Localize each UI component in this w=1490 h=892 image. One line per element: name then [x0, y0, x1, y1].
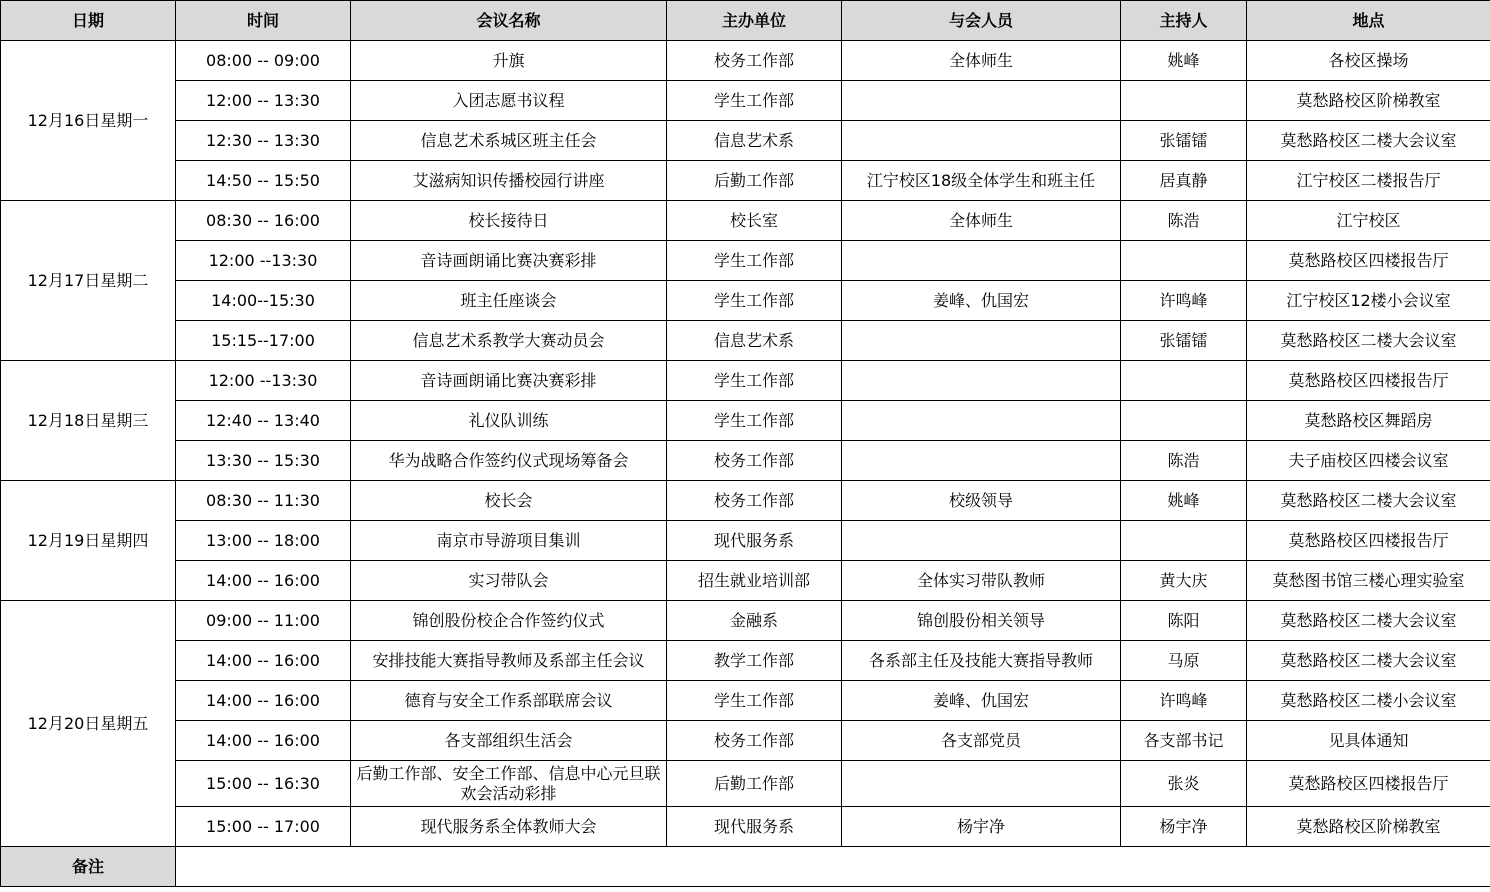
date-cell: 12月17日星期二 [1, 201, 176, 361]
time-cell: 15:15--17:00 [176, 321, 351, 361]
host-cell [1121, 81, 1247, 121]
time-cell: 15:00 -- 16:30 [176, 761, 351, 807]
attendees-cell: 杨宇净 [842, 807, 1121, 847]
organizer-cell: 学生工作部 [667, 401, 842, 441]
meeting-name-cell: 实习带队会 [351, 561, 667, 601]
location-cell: 江宁校区12楼小会议室 [1247, 281, 1490, 321]
location-cell: 见具体通知 [1247, 721, 1490, 761]
host-cell: 张镭镭 [1121, 121, 1247, 161]
notes-label: 备注 [1, 847, 176, 887]
header-organizer: 主办单位 [667, 1, 842, 41]
time-cell: 14:00--15:30 [176, 281, 351, 321]
time-cell: 15:00 -- 17:00 [176, 807, 351, 847]
date-cell: 12月20日星期五 [1, 601, 176, 847]
organizer-cell: 教学工作部 [667, 641, 842, 681]
table-row [1, 161, 1490, 201]
meeting-name-cell: 后勤工作部、安全工作部、信息中心元旦联欢会活动彩排 [351, 761, 667, 807]
host-cell [1121, 241, 1247, 281]
header-meeting-name: 会议名称 [351, 1, 667, 41]
organizer-cell: 学生工作部 [667, 81, 842, 121]
location-cell: 莫愁路校区二楼大会议室 [1247, 321, 1490, 361]
table-row [1, 201, 1490, 241]
organizer-cell: 校务工作部 [667, 481, 842, 521]
location-cell: 莫愁路校区阶梯教室 [1247, 807, 1490, 847]
host-cell: 黄大庆 [1121, 561, 1247, 601]
location-cell: 莫愁路校区四楼报告厅 [1247, 361, 1490, 401]
attendees-cell: 各支部党员 [842, 721, 1121, 761]
location-cell: 莫愁路校区二楼大会议室 [1247, 481, 1490, 521]
time-cell: 14:00 -- 16:00 [176, 561, 351, 601]
table-row [1, 41, 1490, 81]
meeting-name-cell: 信息艺术系教学大赛动员会 [351, 321, 667, 361]
location-cell: 莫愁路校区二楼小会议室 [1247, 681, 1490, 721]
time-cell: 13:30 -- 15:30 [176, 441, 351, 481]
organizer-cell: 信息艺术系 [667, 321, 842, 361]
time-cell: 12:00 --13:30 [176, 241, 351, 281]
location-cell: 夫子庙校区四楼会议室 [1247, 441, 1490, 481]
attendees-cell: 锦创股份相关领导 [842, 601, 1121, 641]
attendees-cell [842, 241, 1121, 281]
location-cell: 莫愁路校区四楼报告厅 [1247, 241, 1490, 281]
header-date: 日期 [1, 1, 176, 41]
organizer-cell: 现代服务系 [667, 807, 842, 847]
table-row [1, 601, 1490, 641]
table-row [1, 361, 1490, 401]
time-cell: 08:30 -- 11:30 [176, 481, 351, 521]
organizer-cell: 校务工作部 [667, 441, 842, 481]
notes-value [176, 847, 1490, 887]
table-row [1, 561, 1490, 601]
table-row [1, 321, 1490, 361]
header-row [1, 1, 1490, 41]
attendees-cell [842, 81, 1121, 121]
host-cell: 陈浩 [1121, 201, 1247, 241]
organizer-cell: 信息艺术系 [667, 121, 842, 161]
location-cell: 莫愁路校区二楼大会议室 [1247, 601, 1490, 641]
attendees-cell [842, 521, 1121, 561]
meeting-name-cell: 信息艺术系城区班主任会 [351, 121, 667, 161]
location-cell: 莫愁图书馆三楼心理实验室 [1247, 561, 1490, 601]
table-row [1, 721, 1490, 761]
host-cell [1121, 361, 1247, 401]
location-cell: 莫愁路校区二楼大会议室 [1247, 641, 1490, 681]
meeting-name-cell: 各支部组织生活会 [351, 721, 667, 761]
time-cell: 08:30 -- 16:00 [176, 201, 351, 241]
meeting-name-cell: 音诗画朗诵比赛决赛彩排 [351, 241, 667, 281]
host-cell: 陈浩 [1121, 441, 1247, 481]
table-row [1, 401, 1490, 441]
time-cell: 14:00 -- 16:00 [176, 721, 351, 761]
meeting-name-cell: 礼仪队训练 [351, 401, 667, 441]
meeting-name-cell: 入团志愿书议程 [351, 81, 667, 121]
host-cell: 陈阳 [1121, 601, 1247, 641]
table-row [1, 481, 1490, 521]
organizer-cell: 金融系 [667, 601, 842, 641]
date-cell: 12月16日星期一 [1, 41, 176, 201]
table-row [1, 807, 1490, 847]
meeting-name-cell: 升旗 [351, 41, 667, 81]
attendees-cell: 全体师生 [842, 41, 1121, 81]
host-cell: 居真静 [1121, 161, 1247, 201]
location-cell: 莫愁路校区四楼报告厅 [1247, 521, 1490, 561]
organizer-cell: 现代服务系 [667, 521, 842, 561]
host-cell: 各支部书记 [1121, 721, 1247, 761]
attendees-cell [842, 321, 1121, 361]
attendees-cell: 全体实习带队教师 [842, 561, 1121, 601]
organizer-cell: 校长室 [667, 201, 842, 241]
organizer-cell: 学生工作部 [667, 681, 842, 721]
table-row [1, 121, 1490, 161]
header-host: 主持人 [1121, 1, 1247, 41]
header-attendees: 与会人员 [842, 1, 1121, 41]
time-cell: 12:00 --13:30 [176, 361, 351, 401]
location-cell: 莫愁路校区二楼大会议室 [1247, 121, 1490, 161]
date-cell: 12月19日星期四 [1, 481, 176, 601]
organizer-cell: 后勤工作部 [667, 161, 842, 201]
time-cell: 12:00 -- 13:30 [176, 81, 351, 121]
header-time: 时间 [176, 1, 351, 41]
meeting-name-cell: 南京市导游项目集训 [351, 521, 667, 561]
host-cell: 姚峰 [1121, 41, 1247, 81]
time-cell: 08:00 -- 09:00 [176, 41, 351, 81]
organizer-cell: 学生工作部 [667, 361, 842, 401]
meeting-name-cell: 华为战略合作签约仪式现场筹备会 [351, 441, 667, 481]
meeting-name-cell: 校长接待日 [351, 201, 667, 241]
meeting-name-cell: 班主任座谈会 [351, 281, 667, 321]
host-cell: 张炎 [1121, 761, 1247, 807]
meeting-name-cell: 现代服务系全体教师大会 [351, 807, 667, 847]
table-row [1, 641, 1490, 681]
location-cell: 江宁校区二楼报告厅 [1247, 161, 1490, 201]
attendees-cell: 姜峰、仇国宏 [842, 281, 1121, 321]
organizer-cell: 招生就业培训部 [667, 561, 842, 601]
attendees-cell [842, 761, 1121, 807]
attendees-cell [842, 121, 1121, 161]
attendees-cell: 各系部主任及技能大赛指导教师 [842, 641, 1121, 681]
attendees-cell: 全体师生 [842, 201, 1121, 241]
host-cell: 许鸣峰 [1121, 681, 1247, 721]
time-cell: 12:30 -- 13:30 [176, 121, 351, 161]
location-cell: 莫愁路校区四楼报告厅 [1247, 761, 1490, 807]
table-row [1, 441, 1490, 481]
organizer-cell: 学生工作部 [667, 241, 842, 281]
time-cell: 12:40 -- 13:40 [176, 401, 351, 441]
host-cell: 姚峰 [1121, 481, 1247, 521]
organizer-cell: 校务工作部 [667, 41, 842, 81]
meeting-name-cell: 德育与安全工作系部联席会议 [351, 681, 667, 721]
meeting-name-cell: 音诗画朗诵比赛决赛彩排 [351, 361, 667, 401]
meeting-name-cell: 艾滋病知识传播校园行讲座 [351, 161, 667, 201]
host-cell: 张镭镭 [1121, 321, 1247, 361]
location-cell: 江宁校区 [1247, 201, 1490, 241]
organizer-cell: 校务工作部 [667, 721, 842, 761]
notes-row [1, 847, 1490, 887]
table-row [1, 241, 1490, 281]
table-row [1, 761, 1490, 807]
time-cell: 09:00 -- 11:00 [176, 601, 351, 641]
date-cell: 12月18日星期三 [1, 361, 176, 481]
attendees-cell: 江宁校区18级全体学生和班主任 [842, 161, 1121, 201]
host-cell [1121, 521, 1247, 561]
table-row [1, 81, 1490, 121]
table-row [1, 681, 1490, 721]
meeting-name-cell: 安排技能大赛指导教师及系部主任会议 [351, 641, 667, 681]
host-cell: 许鸣峰 [1121, 281, 1247, 321]
host-cell: 马原 [1121, 641, 1247, 681]
host-cell: 杨宇净 [1121, 807, 1247, 847]
time-cell: 14:00 -- 16:00 [176, 641, 351, 681]
attendees-cell [842, 401, 1121, 441]
time-cell: 14:50 -- 15:50 [176, 161, 351, 201]
organizer-cell: 后勤工作部 [667, 761, 842, 807]
time-cell: 14:00 -- 16:00 [176, 681, 351, 721]
table-row [1, 281, 1490, 321]
location-cell: 莫愁路校区舞蹈房 [1247, 401, 1490, 441]
organizer-cell: 学生工作部 [667, 281, 842, 321]
attendees-cell: 姜峰、仇国宏 [842, 681, 1121, 721]
table-row [1, 521, 1490, 561]
attendees-cell [842, 361, 1121, 401]
attendees-cell [842, 441, 1121, 481]
host-cell [1121, 401, 1247, 441]
attendees-cell: 校级领导 [842, 481, 1121, 521]
header-location: 地点 [1247, 1, 1490, 41]
location-cell: 各校区操场 [1247, 41, 1490, 81]
location-cell: 莫愁路校区阶梯教室 [1247, 81, 1490, 121]
meeting-name-cell: 锦创股份校企合作签约仪式 [351, 601, 667, 641]
meeting-name-cell: 校长会 [351, 481, 667, 521]
time-cell: 13:00 -- 18:00 [176, 521, 351, 561]
